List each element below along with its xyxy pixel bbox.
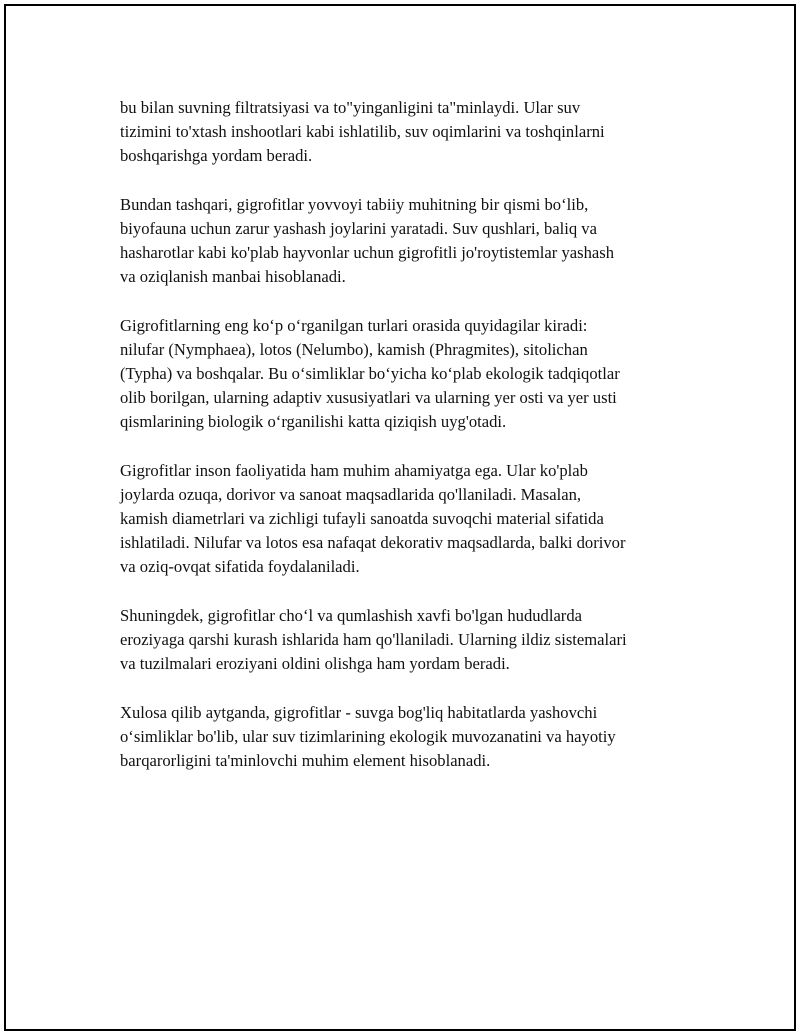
paragraph-5: Shuningdek, gigrofitlar cho‘l va qumlashish xavfi bo'lgan hududlarda eroziyaga qarshi kurash ishlarida ham qo'llaniladi. Ularning ildiz sistemalari va tuzilmalari eroziyani oldini olishga ham yordam beradi.: [120, 606, 627, 673]
document-page: [4, 4, 796, 1031]
paragraph-2: Bundan tashqari, gigrofitlar yovvoyi tabiiy muhitning bir qismi bo‘lib, biyofauna uchun zarur yashash joylarini yaratadi. Suv qushlari, baliq va hasharotlar kabi ko'plab hayvonlar uchun gigrofitli jo'roytistemlar yashash va oziqlanish manbai hisoblanadi.: [120, 195, 614, 286]
paragraph-6: Xulosa qilib aytganda, gigrofitlar - suvga bog'liq habitatlarda yashovchi o‘simliklar bo'lib, ular suv tizimlarining ekologik muvozanatini va hayotiy barqarorligini ta'minlovchi muhim element hisoblanadi.: [120, 703, 616, 770]
document-body: [120, 96, 700, 798]
paragraph-3: Gigrofitlarning eng ko‘p o‘rganilgan turlari orasida quyidagilar kiradi: nilufar (Nymphaea), lotos (Nelumbo), kamish (Phragmites), sitolichan (Typha) va boshqalar. Bu o‘simliklar bo‘yicha ko‘plab ekologik tadqiqotlar olib borilgan, ularning adaptiv xususiyatlari va ularning yer osti va yer usti qismlarining biologik o‘rganilishi katta qiziqish uyg'otadi.: [120, 316, 620, 431]
paragraph-1: bu bilan suvning filtratsiyasi va to"yinganligini ta"minlaydi. Ular suv tizimini to'xtash inshootlari kabi ishlatilib, suv oqimlarini va toshqinlarni boshqarishga yordam beradi.: [120, 98, 605, 165]
paragraph-4: Gigrofitlar inson faoliyatida ham muhim ahamiyatga ega. Ular ko'plab joylarda ozuqa, dorivor va sanoat maqsadlarida qo'llaniladi. Masalan, kamish diametrlari va zichligi tufayli sanoatda suvoqchi material sifatida ishlatiladi. Nilufar va lotos esa nafaqat dekorativ maqsadlarda, balki dorivor va oziq-ovqat sifatida foydalaniladi.: [120, 461, 626, 576]
